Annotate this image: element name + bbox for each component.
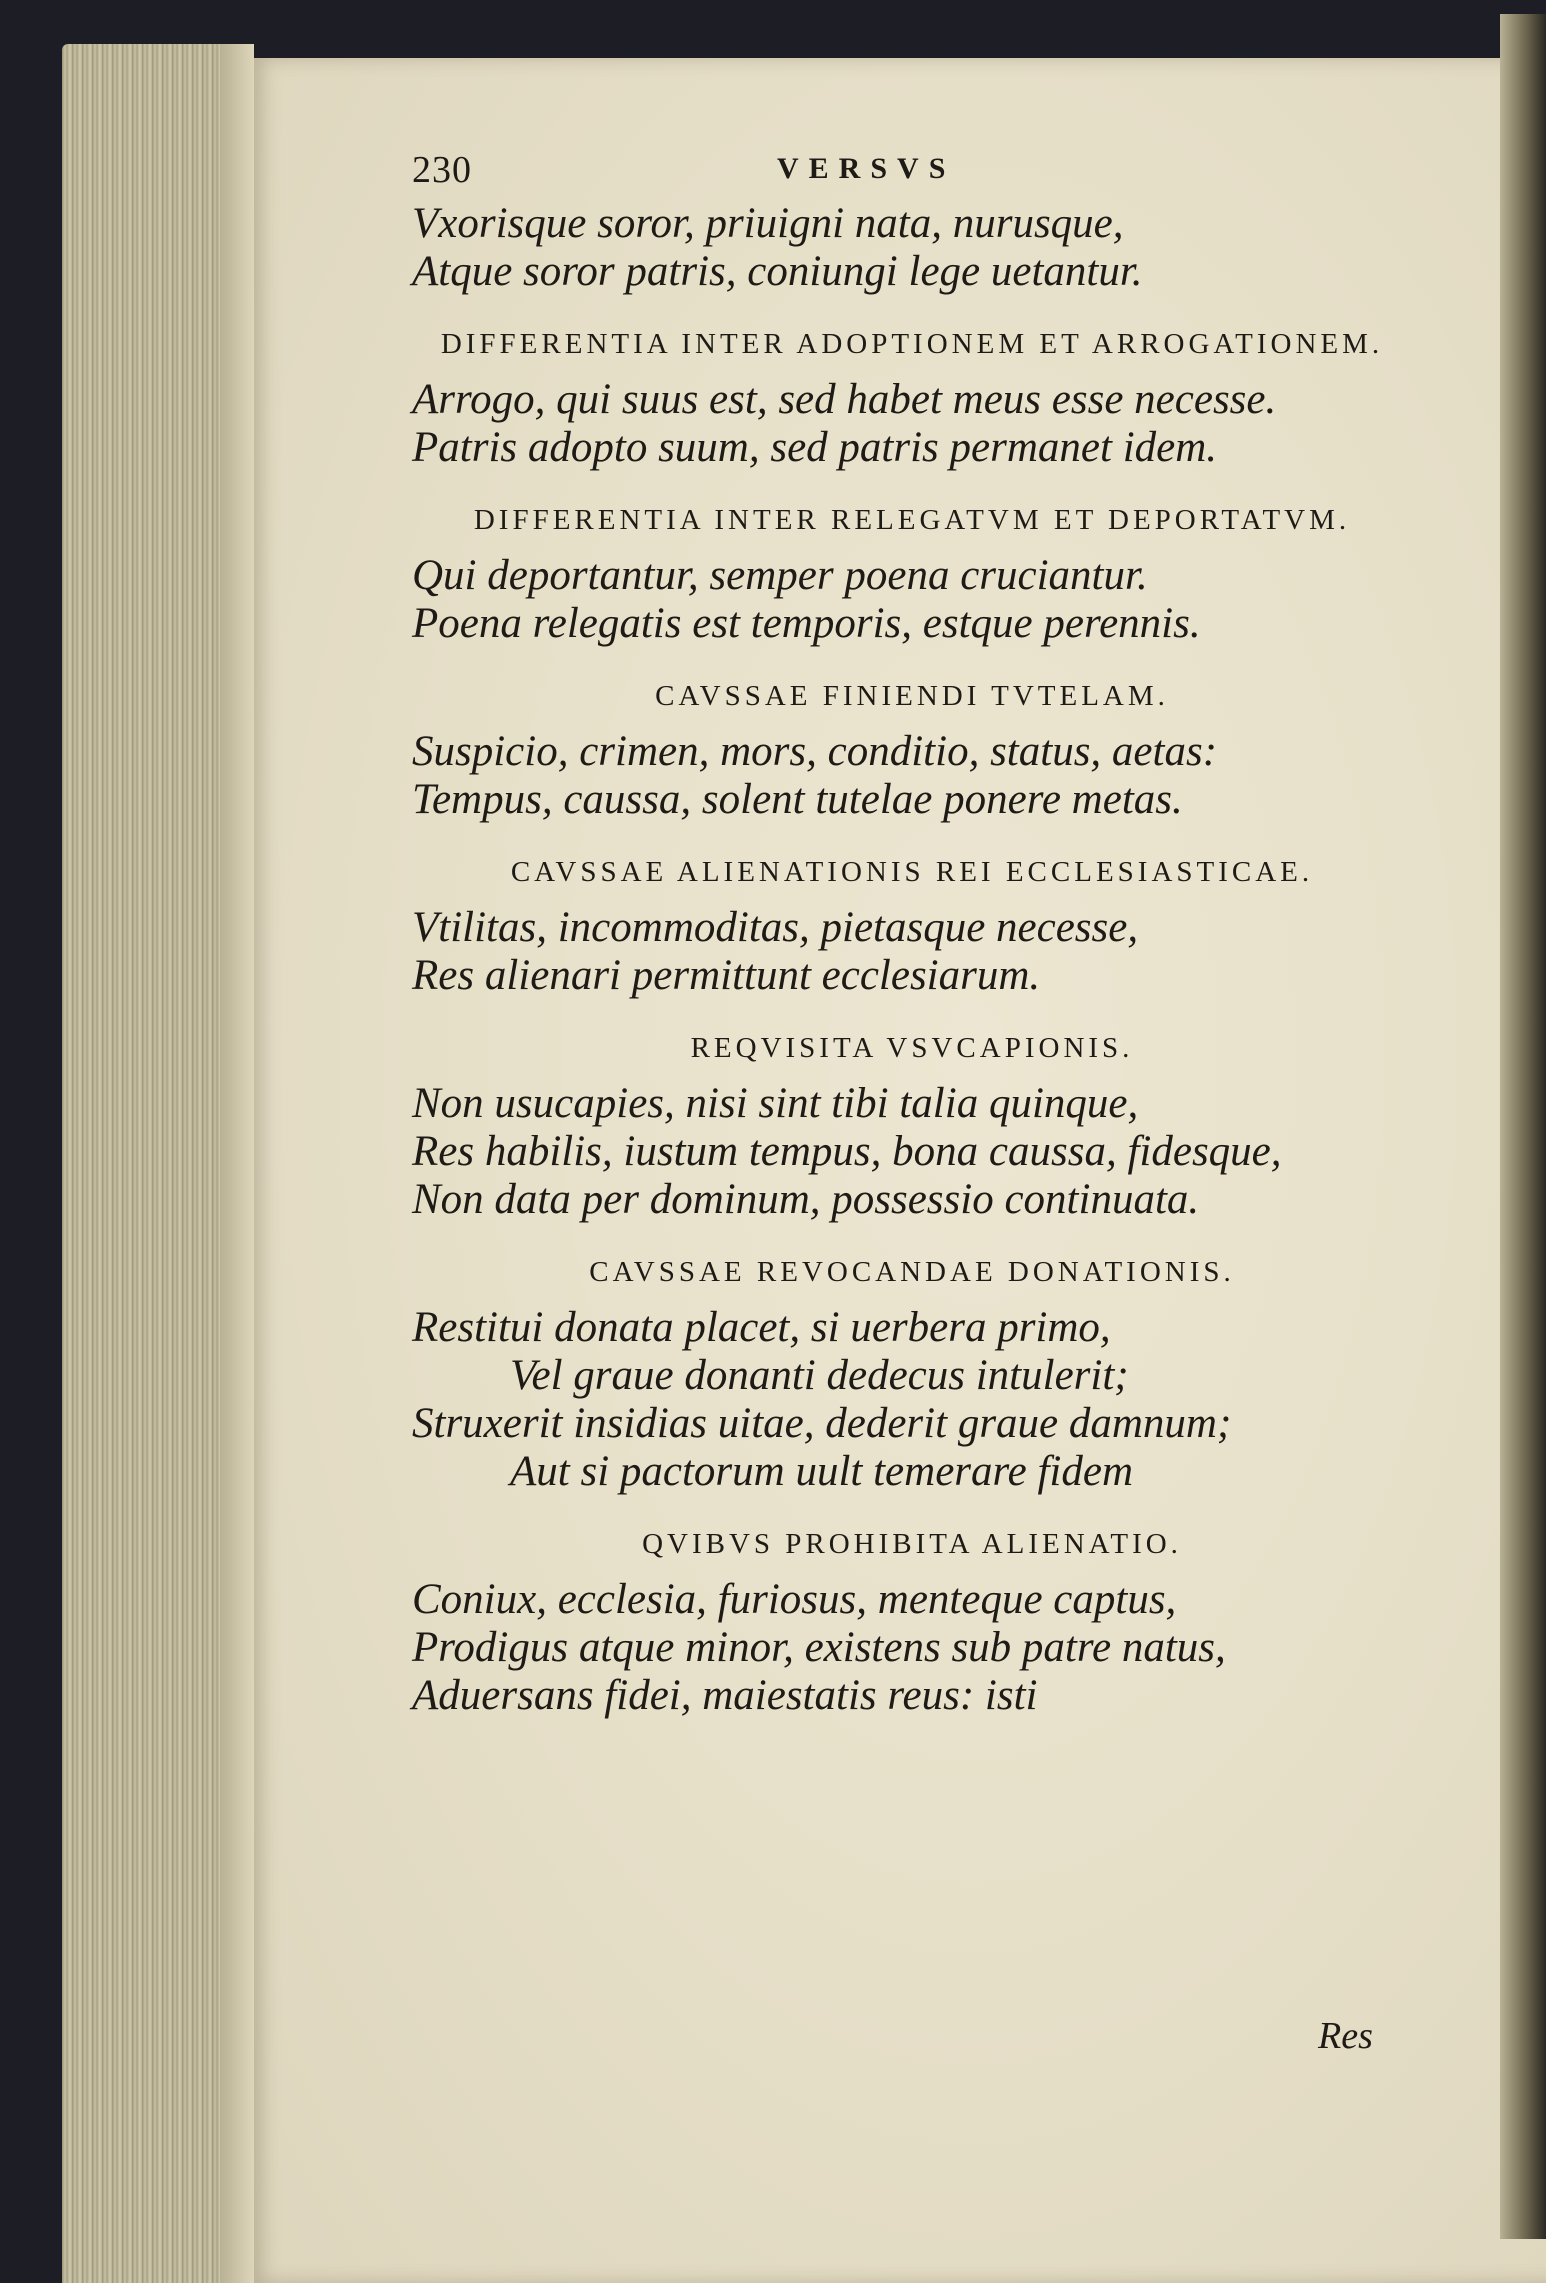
section-heading: CAVSSAE REVOCANDAE DONATIONIS. [589, 1256, 1235, 1288]
page-edge-shadow [220, 44, 254, 2283]
verse-section [412, 494, 1412, 648]
verse-section [412, 1518, 1412, 1720]
verse-line: Aut si pactorum uult temerare fidem [510, 1448, 1134, 1495]
verse-line: Res habilis, iustum tempus, bona caussa, fidesque, [412, 1128, 1282, 1175]
verse-sections [412, 200, 1412, 1720]
page-number: 230 [412, 149, 472, 191]
verse-line: Restitui donata placet, si uerbera primo, [412, 1304, 1111, 1351]
section-heading: CAVSSAE ALIENATIONIS REI ECCLESIASTICAE. [510, 856, 1314, 888]
running-head [412, 140, 1412, 200]
section-heading: CAVSSAE FINIENDI TVTELAM. [655, 680, 1169, 712]
page-text-block [412, 140, 1412, 1720]
section-heading: DIFFERENTIA INTER ADOPTIONEM ET ARROGATIONEM. [440, 328, 1384, 360]
verse-line: Res alienari permittunt ecclesiarum. [412, 952, 1041, 999]
verse-line: Prodigus atque minor, existens sub patre natus, [412, 1624, 1226, 1671]
catchword: Res [1318, 2015, 1373, 2057]
verse-section [412, 846, 1412, 1000]
verse-line: Arrogo, qui suus est, sed habet meus esse necesse. [412, 376, 1277, 423]
verse-line: Suspicio, crimen, mors, conditio, status, aetas: [412, 728, 1218, 775]
running-title: VERSVS [777, 152, 956, 185]
verse-line: Non usucapies, nisi sint tibi talia quinque, [412, 1080, 1139, 1127]
verse-line: Vtilitas, incommoditas, pietasque necesse, [412, 904, 1139, 951]
verse-line: Patris adopto suum, sed patris permanet idem. [412, 424, 1218, 471]
verse-section [412, 670, 1412, 824]
book-gutter [1500, 14, 1546, 2239]
verse-line: Tempus, caussa, solent tutelae ponere metas. [412, 776, 1183, 823]
section-heading: QVIBVS PROHIBITA ALIENATIO. [642, 1528, 1182, 1560]
verse-line: Vel graue donanti dedecus intulerit; [510, 1352, 1129, 1399]
verse-section [412, 1022, 1412, 1224]
verse-section [412, 318, 1412, 472]
verse-line: Struxerit insidias uitae, dederit graue damnum; [412, 1400, 1232, 1447]
section-heading: REQVISITA VSVCAPIONIS. [690, 1032, 1134, 1064]
verse-line: Aduersans fidei, maiestatis reus: isti [412, 1672, 1038, 1719]
verse-section [412, 200, 1412, 296]
verse-line: Atque soror patris, coniungi lege uetantur. [412, 248, 1143, 295]
section-heading: DIFFERENTIA INTER RELEGATVM ET DEPORTATVM. [473, 504, 1351, 536]
verse-line: Vxorisque soror, priuigni nata, nurusque, [412, 200, 1124, 247]
verse-section [412, 1246, 1412, 1496]
verse-line: Poena relegatis est temporis, estque perennis. [412, 600, 1201, 647]
verse-line: Non data per dominum, possessio continuata. [412, 1176, 1200, 1223]
page-stack-edge [62, 44, 220, 2283]
verse-line: Qui deportantur, semper poena cruciantur. [412, 552, 1148, 599]
verse-line: Coniux, ecclesia, furiosus, menteque captus, [412, 1576, 1177, 1623]
